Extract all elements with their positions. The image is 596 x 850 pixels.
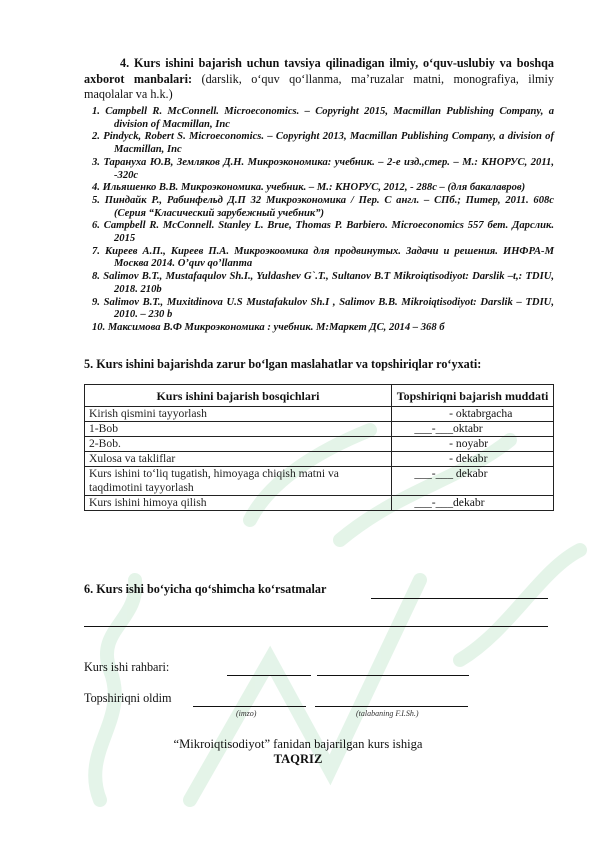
table-row — [85, 496, 554, 511]
reference-item: 10. Максимова В.Ф Микроэкономика : учебник. М:Маркет ДС, 2014 – 368 б — [92, 321, 445, 333]
table-row — [85, 437, 554, 452]
deadline-dash: ___-___ — [414, 467, 453, 480]
deadline-dash: - — [449, 437, 453, 450]
received-name-line — [315, 706, 468, 707]
received-label: Topshiriqni oldim — [84, 691, 172, 705]
deadline-dash: - — [449, 407, 453, 420]
stage-cell: 2-Bob. — [85, 437, 392, 452]
table-row — [85, 407, 554, 422]
review-subject: “Mikroiqtisodiyot” fanidan bajarilgan kurs ishiga — [173, 737, 423, 751]
deadline-month: dekabr — [455, 467, 488, 480]
reference-item: 4. Ильяшенко В.В. Микроэкономика. учебник. – М.: КНОРУС, 2012, - 288с – (для бакалавров) — [92, 182, 526, 194]
reference-item: 3. Тарануха Ю.В, Земляков Д.Н. Микроэкономика: учебник. – 2-е изд.,стер. – М.: КНОРУС, 2011, -320с — [92, 156, 554, 181]
deadline-month: oktabr — [453, 422, 483, 435]
reference-item: 5. Пиндайк Р., Рабинфельд Д.П 32 Микроэкономика / Пер. С англ. – СПб.; Питер, 2011. 608с (Серия “Класический зарубежный учебник”) — [92, 194, 554, 219]
stage-cell: Kurs ishini to‘liq tugatish, himoyaga chiqish matni va taqdimotini tayyorlash — [85, 467, 392, 496]
reference-list — [92, 106, 554, 335]
stage-cell: Kurs ishini himoya qilish — [85, 496, 392, 511]
stage-cell: Xulosa va takliflar — [85, 452, 392, 467]
deadline-cell — [392, 407, 554, 422]
deadline-month: dekabr — [455, 452, 488, 465]
name-caption: (talabaning F.I.Sh.) — [356, 709, 419, 718]
deadline-dash: - — [449, 452, 453, 465]
section-6-blank-line-2 — [84, 626, 548, 627]
column-header-stage: Kurs ishini bajarish bosqichlari — [85, 385, 392, 407]
table-header-row — [85, 385, 554, 407]
deadline-cell — [392, 422, 554, 437]
reference-item: 8. Salimov B.T., Mustafaqulov Sh.I., Yuldashev G`.T., Sultanov B.T Mikroiqtisodiyot: Darslik –t,: TDIU, 2018. 210b — [92, 271, 554, 295]
deadline-dash: ___-___ — [414, 422, 453, 435]
supervisor-label: Kurs ishi rahbari: — [84, 660, 170, 674]
deadline-cell — [392, 496, 554, 511]
reference-item: 2. Pindyck, Robert S. Microeconomics. – Copyright 2013, Macmillan Publishing Company, a division of Macmillan, Inc — [92, 131, 554, 156]
stage-cell: Kirish qismini tayyorlash — [85, 407, 392, 422]
deadline-month: oktabrgacha — [455, 407, 513, 420]
section-4-note: (darslik, o‘quv qo‘llanma, ma’ruzalar matni, monografiya, ilmiy maqolalar va h.k.) — [84, 71, 554, 102]
received-signature-line — [193, 706, 306, 707]
review-title: TAQRIZ — [273, 752, 323, 766]
deadline-cell — [392, 452, 554, 467]
table-row — [85, 452, 554, 467]
column-header-deadline: Topshiriqni bajarish muddati — [392, 385, 554, 407]
deadline-cell — [392, 467, 554, 496]
signature-caption: (imzo) — [236, 709, 257, 718]
deadline-month: noyabr — [455, 437, 489, 450]
reference-item: 7. Киреев А.П., Киреев П.А. Микроэкоомика для продвинутых. Задачи и решения. ИНФРА-М Москва 2014. O’quv qo’llanma — [92, 245, 554, 270]
reference-item: 1. Campbell R. McConnell. Microeconomics. – Copyright 2015, Macmillan Publishing Company, a division of Macmillan, Inc — [92, 106, 554, 130]
supervisor-name-line — [317, 675, 469, 676]
section-4-heading: 4. Kurs ishini bajarish uchun tavsiya qilinadigan ilmiy, o‘quv-uslubiy va boshqa axborot manbalari: — [84, 56, 554, 86]
reference-item: 6. Campbell R. McConnell. Stanley L. Brue, Thomas P. Barbiero. Microeconomics 557 бет. Дарслик. 2015 — [92, 220, 554, 245]
table-row — [85, 422, 554, 437]
deadline-cell — [392, 437, 554, 452]
section-6-blank-line-1 — [371, 598, 548, 599]
deadline-month: dekabr — [453, 496, 485, 509]
stage-cell: 1-Bob — [85, 422, 392, 437]
deadline-dash: ___-___ — [414, 496, 453, 509]
reference-item: 9. Salimov B.T., Muxitdinova U.S Mustafakulov Sh.I , Salimov B.B. Mikroiqtisodiyot: Darslik – TDIU, 2010. – 230 b — [92, 296, 554, 321]
schedule-table — [84, 384, 554, 511]
section-4-intro — [84, 56, 554, 103]
section-6-heading: 6. Kurs ishi bo‘yicha qo‘shimcha ko‘rsatmalar — [84, 582, 327, 596]
supervisor-signature-line — [227, 675, 311, 676]
table-row — [85, 467, 554, 496]
section-5-heading: 5. Kurs ishini bajarishda zarur bo‘lgan maslahatlar va topshiriqlar ro‘yxati: — [84, 357, 482, 371]
